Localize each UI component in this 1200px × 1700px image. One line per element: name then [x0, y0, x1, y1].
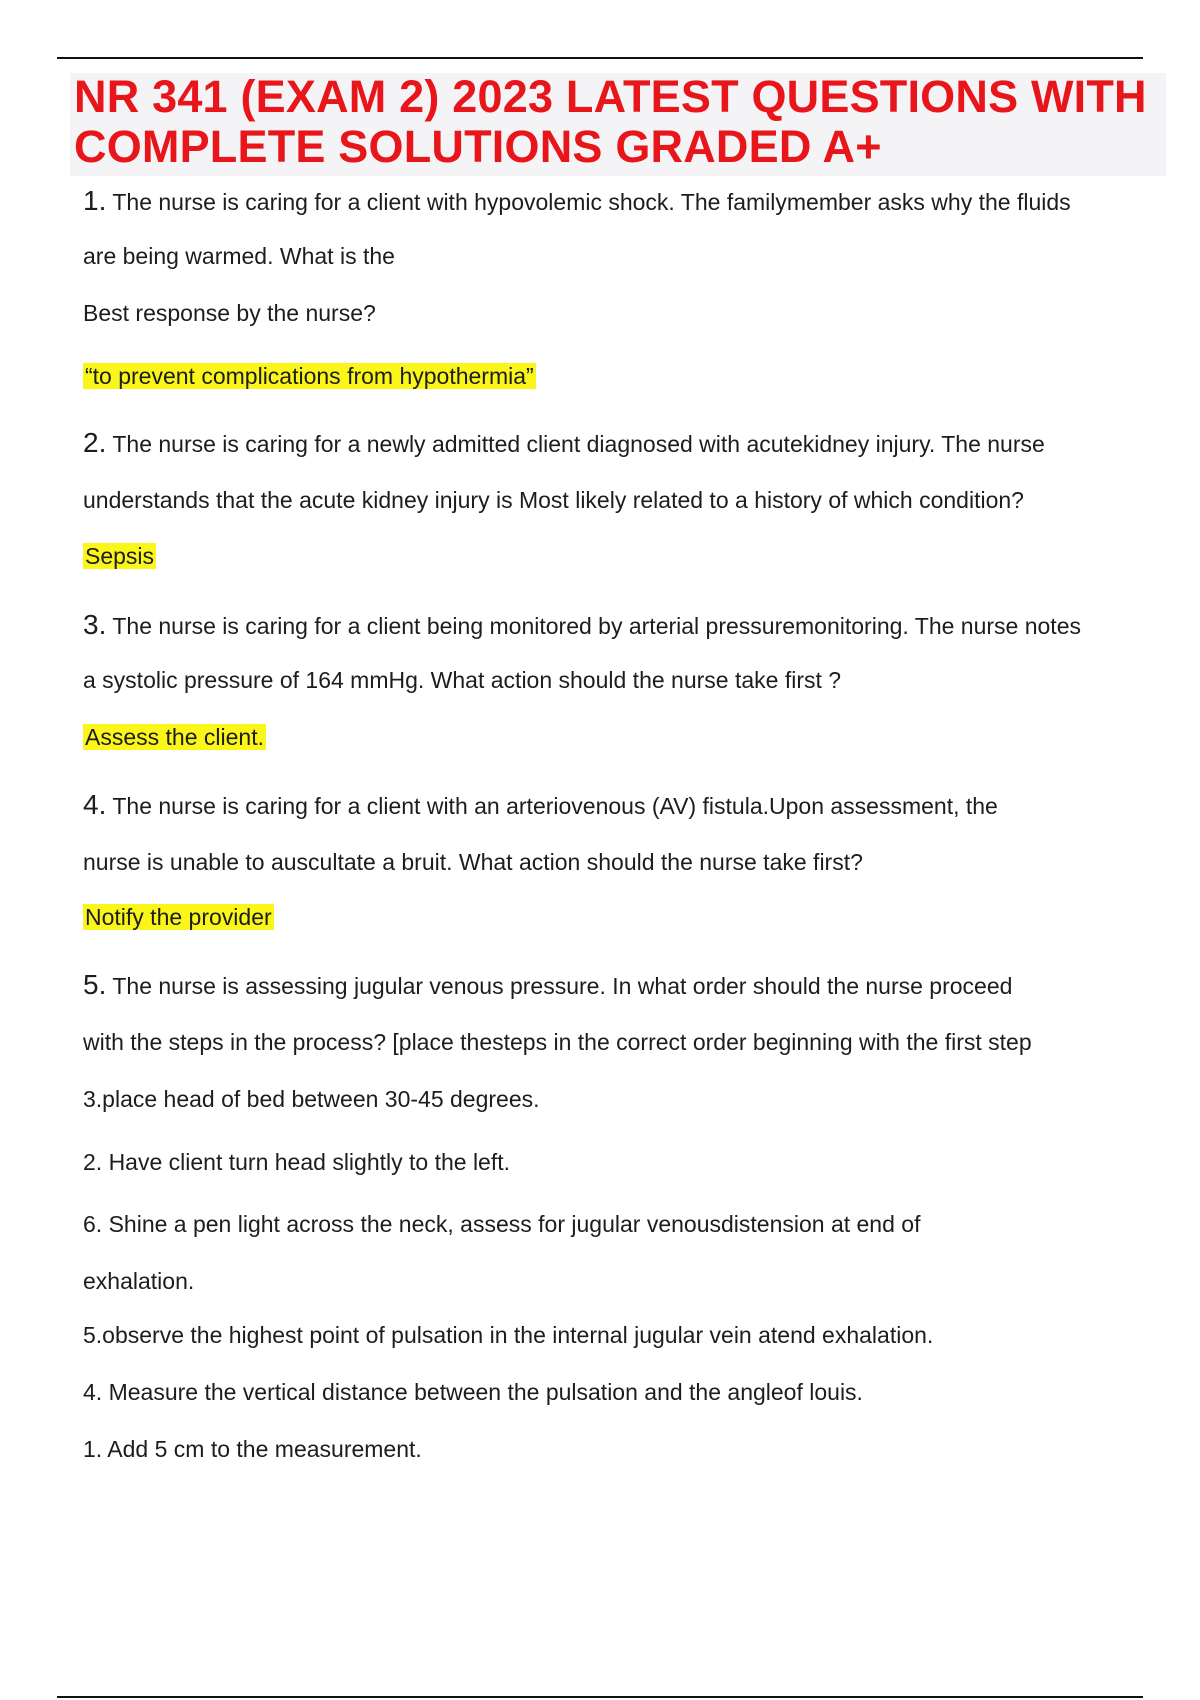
answer-3 — [83, 722, 266, 752]
question-1-line-3: Best response by the nurse? — [83, 300, 376, 326]
question-4-line-2: nurse is unable to auscultate a bruit. What action should the nurse take first? — [83, 849, 863, 875]
question-number: 4. — [83, 789, 107, 820]
answer-4 — [83, 902, 274, 932]
question-5-line-1: 5. The nurse is assessing jugular venous pressure. In what order should the nurse proceed — [83, 969, 1013, 1000]
answer-2 — [83, 541, 156, 571]
step-item: 2. Have client turn head slightly to the left. — [83, 1149, 511, 1175]
question-number: 5. — [83, 969, 107, 1000]
step-item: 1. Add 5 cm to the measurement. — [83, 1436, 422, 1462]
answer-highlight: Sepsis — [85, 543, 155, 569]
question-1-line-1: 1. The nurse is caring for a client with hypovolemic shock. The familymember asks why the fluids — [83, 185, 1071, 216]
top-rule — [57, 57, 1143, 59]
question-1-line-2: are being warmed. What is the — [83, 243, 395, 269]
answer-highlight: Notify the provider — [85, 904, 272, 930]
step-item: 3.place head of bed between 30-45 degrees. — [83, 1086, 540, 1112]
step-item: 4. Measure the vertical distance between the pulsation and the angleof louis. — [83, 1379, 863, 1405]
step-item: 5.observe the highest point of pulsation in the internal jugular vein atend exhalation. — [83, 1322, 934, 1348]
document-title — [74, 72, 1164, 172]
title-line-1: NR 341 (EXAM 2) 2023 LATEST QUESTIONS WITH — [74, 71, 1147, 122]
title-line-2: COMPLETE SOLUTIONS GRADED A+ — [74, 121, 882, 172]
question-number: 1. — [83, 185, 107, 216]
step-item-continuation: exhalation. — [83, 1268, 195, 1294]
bottom-rule — [57, 1696, 1143, 1698]
answer-1 — [83, 361, 536, 391]
question-3-line-1: 3. The nurse is caring for a client being monitored by arterial pressuremonitoring. The nurse notes — [83, 609, 1081, 640]
question-5-line-2: with the steps in the process? [place thesteps in the correct order beginning with the first step — [83, 1029, 1032, 1055]
step-item: 6. Shine a pen light across the neck, assess for jugular venousdistension at end of — [83, 1211, 921, 1237]
question-2-line-2: understands that the acute kidney injury is Most likely related to a history of which condition? — [83, 487, 1024, 513]
question-4-line-1: 4. The nurse is caring for a client with an arteriovenous (AV) fistula.Upon assessment, the — [83, 789, 998, 820]
answer-highlight: “to prevent complications from hypothermia” — [85, 363, 534, 389]
question-2-line-1: 2. The nurse is caring for a newly admitted client diagnosed with acutekidney injury. The nurse — [83, 427, 1045, 458]
question-number: 3. — [83, 609, 107, 640]
answer-highlight: Assess the client. — [85, 724, 264, 750]
question-number: 2. — [83, 427, 107, 458]
question-3-line-2: a systolic pressure of 164 mmHg. What action should the nurse take first ? — [83, 667, 842, 693]
